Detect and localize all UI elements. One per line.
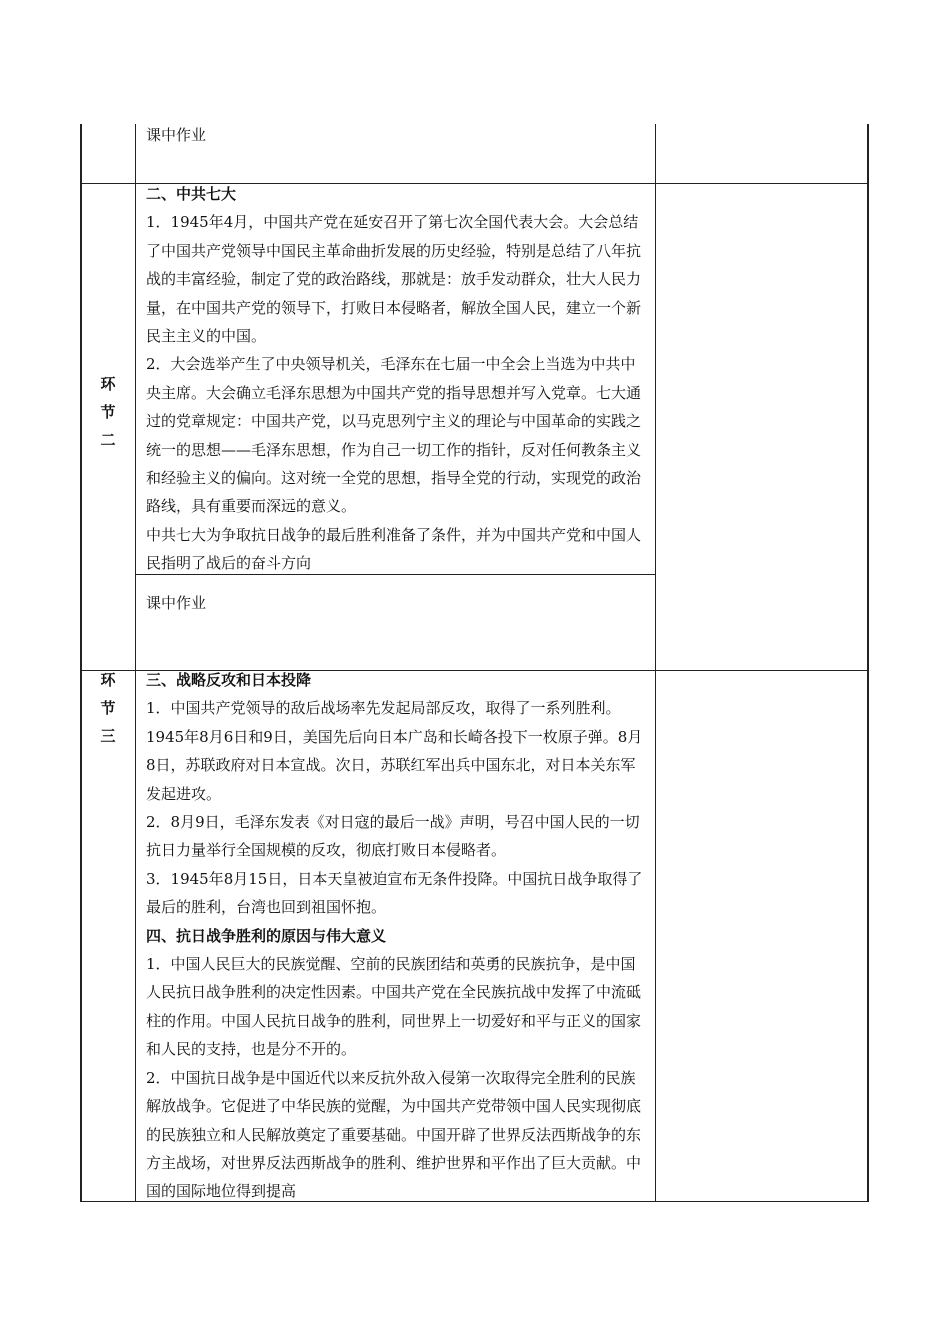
homework-label: 课中作业 <box>146 126 207 144</box>
section3-label <box>88 666 128 750</box>
section2-content <box>146 180 648 578</box>
section2-label <box>88 370 128 454</box>
section2-label-char-2: 节 <box>100 403 116 421</box>
section3-label-char-1: 环 <box>100 671 116 689</box>
section4-paragraph-2: 2．中国抗日战争是中国近代以来反抗外敌入侵第一次取得完全胜利的民族解放战争。它促进了中华民族的觉醒，为中国共产党带领中国人民实现彻底的民族独立和人民解放奠定了重要基础。中国开辟了世界反法西斯战争的东方主战场，对世界反法西斯战争的胜利、维护世界和平作出了巨大贡献。中国的国际地位得到提高 <box>146 1068 642 1201</box>
section2-paragraph-3: 中共七大为争取抗日战争的最后胜利准备了条件，并为中国共产党和中国人民指明了战后的奋斗方向 <box>146 525 642 573</box>
section4-paragraph-1: 1．中国人民巨大的民族觉醒、空前的民族团结和英勇的民族抗争，是中国人民抗日战争胜利的决定性因素。中国共产党在全民族抗战中发挥了中流砥柱的作用。中国人民抗日战争的胜利，同世界上一切爱好和平与正义的国家和人民的支持，也是分不开的。 <box>146 955 642 1059</box>
section4-heading: 四、抗日战争胜利的原因与伟大意义 <box>146 926 387 945</box>
section3-label-char-3: 三 <box>100 727 116 745</box>
section3-content <box>146 666 648 1206</box>
table-border-left <box>80 124 82 1202</box>
section2-label-char-1: 环 <box>100 375 116 393</box>
table-border-right <box>867 124 869 1202</box>
section2-paragraph-2: 2．大会选举产生了中央领导机关，毛泽东在七届一中全会上当选为中共中央主席。大会确立毛泽东思想为中国共产党的指导思想并写入党章。七大通过的党章规定：中国共产党，以马克思列宁主义的理论与中国革命的实践之统一的思想——毛泽东思想，作为自己一切工作的指针，反对任何教条主义和经验主义的偏向。这对统一全党的思想，指导全党的行动，实现党的政治路线，具有重要而深远的意义。 <box>146 355 642 516</box>
section3-heading: 三、战略反攻和日本投降 <box>146 671 312 689</box>
section2-heading: 二、中共七大 <box>146 185 237 203</box>
section2-homework-cell <box>146 589 646 617</box>
section2-paragraph-1: 1．1945年4月，中国共产党在延安召开了第七次全国代表大会。大会总结了中国共产党领导中国民主革命曲折发展的历史经验，特别是总结了八年抗战的丰富经验，制定了党的政治路线，那就是：放手发动群众，壮大人民力量，在中国共产党的领导下，打败日本侵略者，解放全国人民，建立一个新民主主义的中国。 <box>146 213 642 346</box>
table-divider-col2 <box>655 124 656 1202</box>
section3-paragraph-2: 2．8月9日，毛泽东发表《对日寇的最后一战》声明，号召中国人民的一切抗日力量举行全国规模的反攻，彻底打败日本侵略者。 <box>146 813 640 860</box>
section3-paragraph-3: 3．1945年8月15日，日本天皇被迫宣布无条件投降。中国抗日战争取得了最后的胜利，台湾也回到祖国怀抱。 <box>146 869 643 917</box>
section3-paragraph-1: 1．中国共产党领导的敌后战场率先发起局部反攻，取得了一系列胜利。1945年8月6日和9日，美国先后向日本广岛和长崎各投下一枚原子弹。8月8日，苏联政府对日本宣战。次日，苏联红军出兵中国东北，对日本关东军发起进攻。 <box>146 699 643 803</box>
homework-label: 课中作业 <box>146 594 207 612</box>
row1-homework-cell <box>146 121 646 149</box>
section2-label-char-3: 二 <box>100 431 116 449</box>
section3-label-char-2: 节 <box>100 699 116 717</box>
table-divider-col1 <box>135 124 136 1202</box>
